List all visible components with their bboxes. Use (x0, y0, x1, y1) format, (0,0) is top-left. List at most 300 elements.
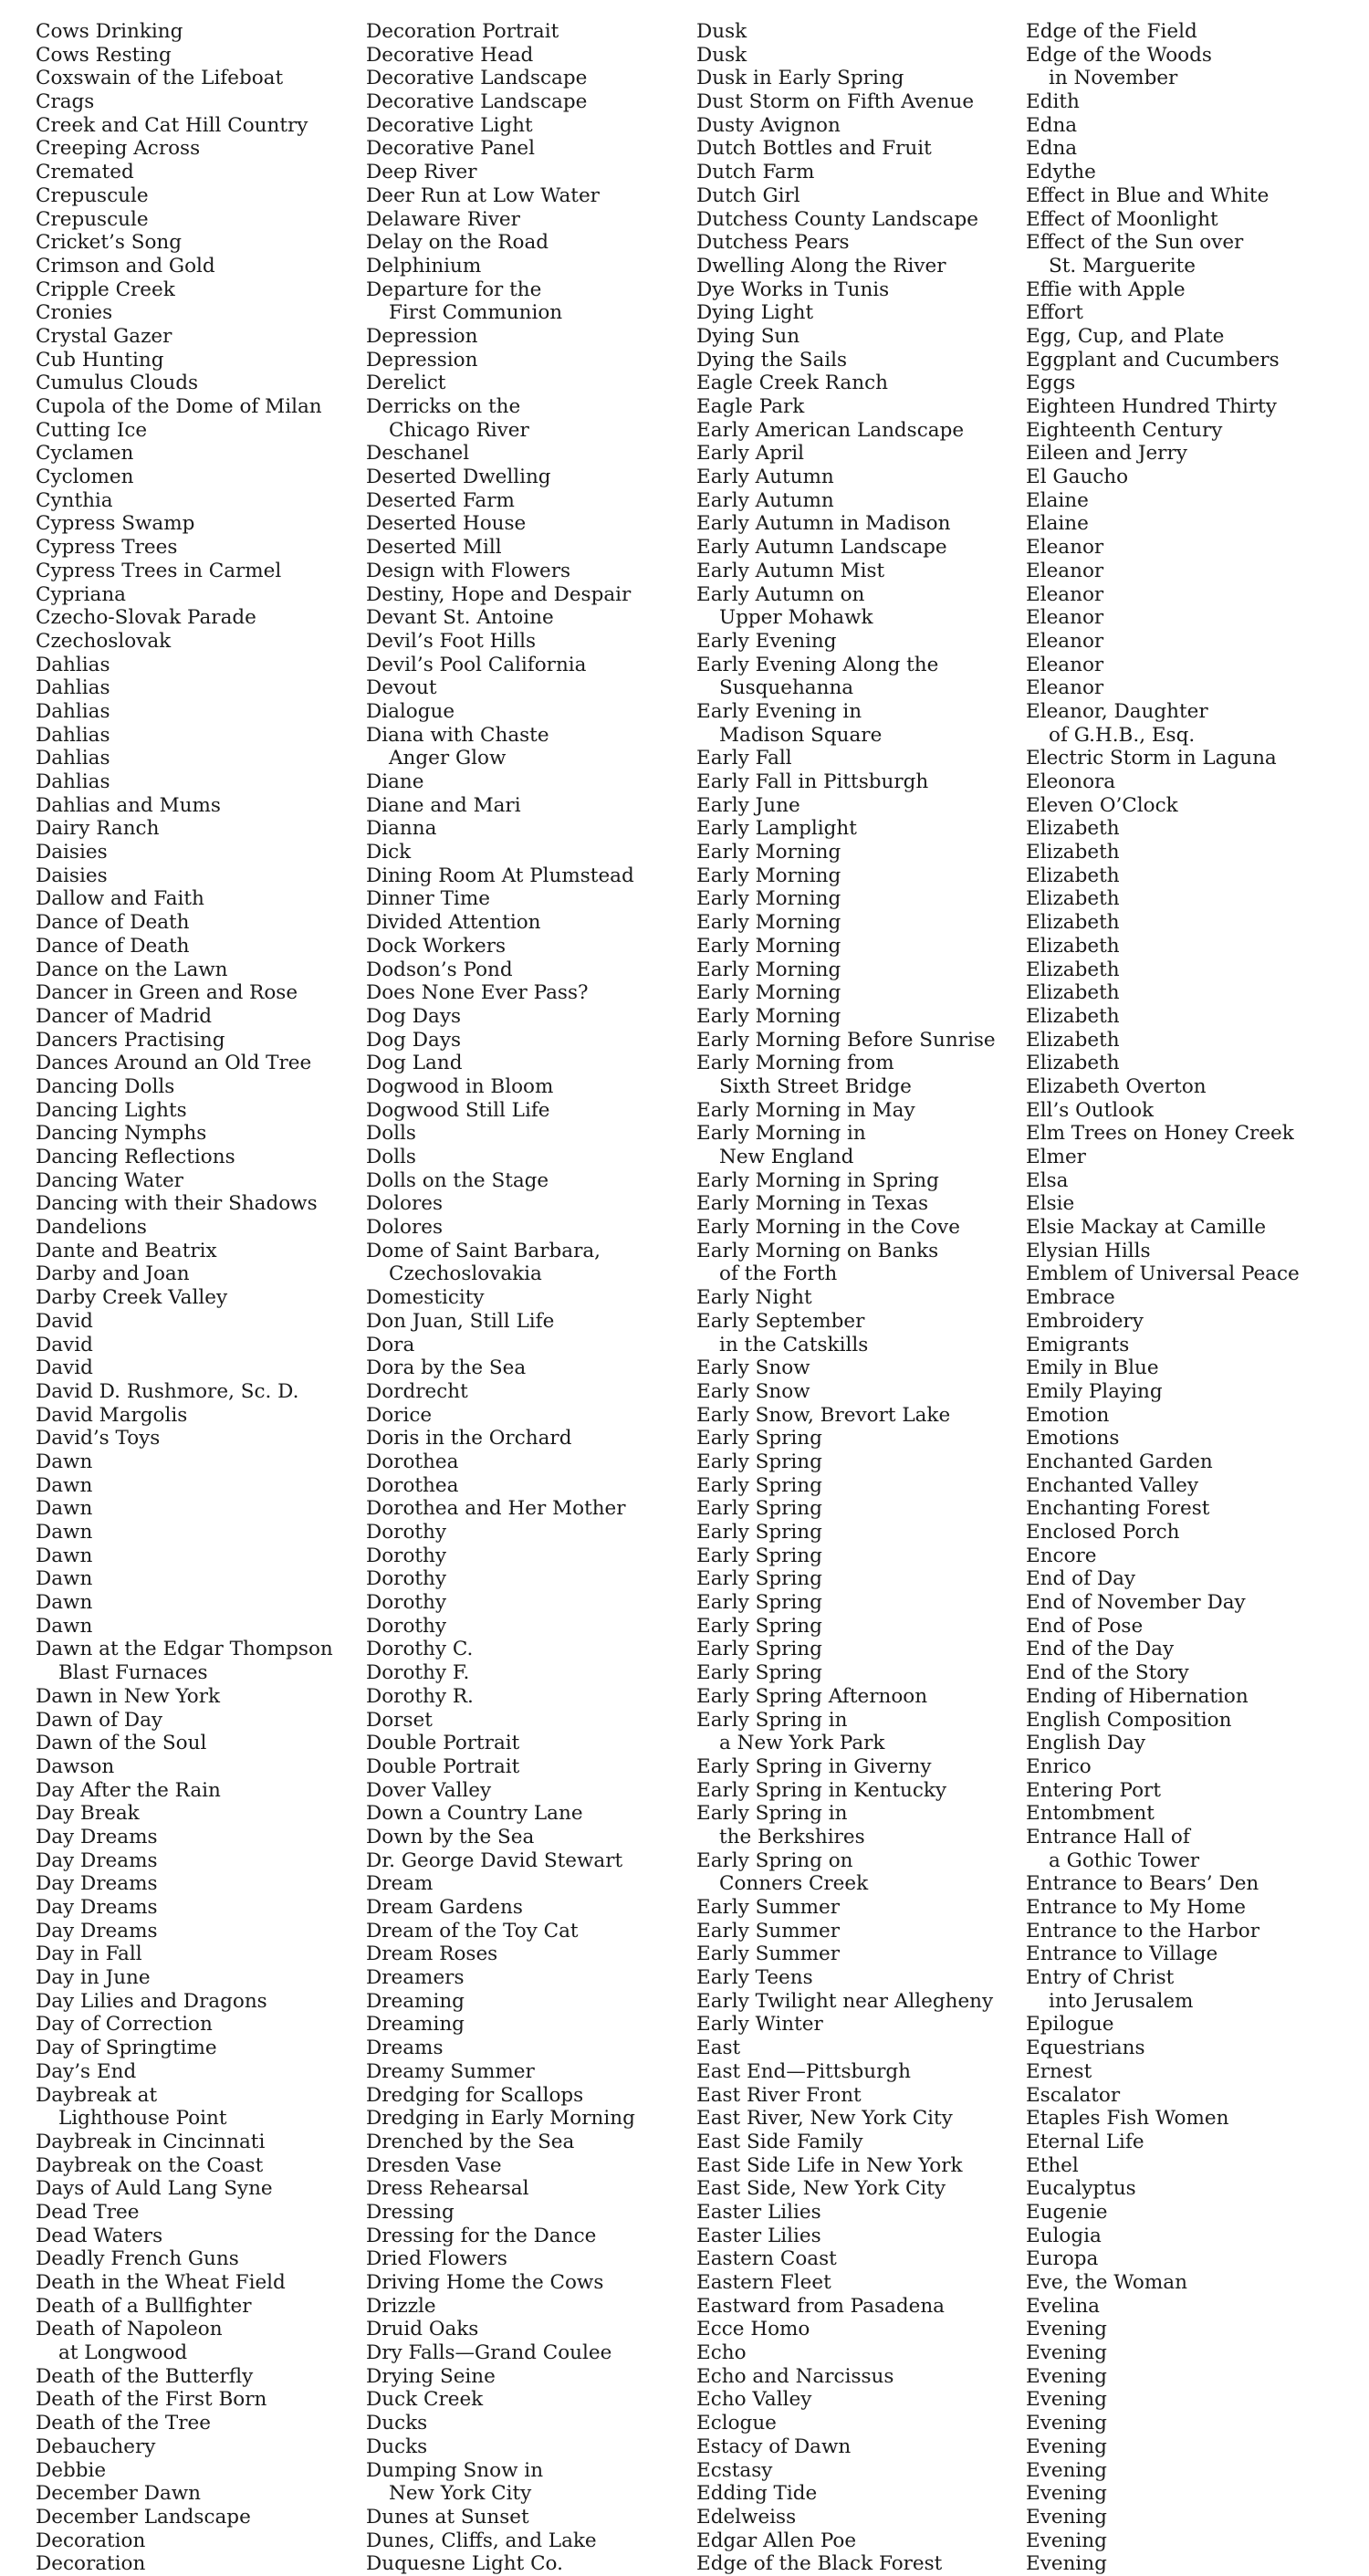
index-entry: East Side Life in New York (696, 2153, 963, 2177)
index-entry: Dawn (36, 1544, 93, 1567)
index-entry: Dusk (696, 43, 747, 67)
index-entry: Early Spring (696, 1591, 822, 1615)
index-entry: East Side, New York City (696, 2177, 946, 2201)
index-entry: Entrance to Village (1026, 1942, 1218, 1966)
index-entry: Early April (696, 442, 804, 466)
index-entry: Early Spring in Giverny (696, 1754, 932, 1778)
index-entry: Day Dreams (36, 1872, 158, 1896)
index-entry: Dancing Dolls (36, 1074, 175, 1098)
index-entry: Entrance Hall of (1026, 1825, 1190, 1848)
index-entry: Cypress Trees in Carmel (36, 559, 282, 582)
index-entry: Dawn (36, 1473, 93, 1497)
index-entry-continuation: New York City (389, 2482, 532, 2506)
index-entry: Entry of Christ (1026, 1966, 1175, 1990)
index-entry: Early Spring (696, 1473, 822, 1497)
index-entry: English Day (1026, 1732, 1145, 1755)
index-entry: Dancing with their Shadows (36, 1192, 318, 1216)
index-entry: Dutchess County Landscape (696, 207, 979, 231)
index-entry: Dante and Beatrix (36, 1239, 217, 1262)
index-entry: Eleanor (1026, 629, 1104, 653)
index-entry: Domesticity (366, 1286, 485, 1310)
index-entry: Early Snow (696, 1356, 810, 1380)
index-entry: Evening (1026, 2364, 1107, 2388)
index-entry-continuation: New England (719, 1146, 854, 1168)
index-entry: Egg, Cup, and Plate (1026, 324, 1225, 348)
index-entry: Crepuscule (36, 183, 149, 207)
index-entry: Emily in Blue (1026, 1356, 1159, 1380)
index-entry: December Landscape (36, 2505, 251, 2529)
index-entry: Dog Land (366, 1052, 463, 1075)
index-entry: Day Dreams (36, 1825, 158, 1848)
index-entry: Early September (696, 1309, 865, 1333)
index-entry: Entrance to My Home (1026, 1896, 1246, 1919)
index-entry: Early Summer (696, 1942, 840, 1966)
index-entry: Embrace (1026, 1286, 1115, 1310)
index-entry: Dunes, Cliffs, and Lake (366, 2529, 597, 2552)
index-entry: Crags (36, 90, 95, 114)
index-entry: Dancing Nymphs (36, 1122, 207, 1146)
index-entry: Dolls on the Stage (366, 1168, 549, 1192)
index-entry: Early Spring in (696, 1802, 848, 1826)
index-entry: Dorothy R. (366, 1684, 474, 1708)
index-entry: Does None Ever Pass? (366, 981, 589, 1005)
index-entry: Dwelling Along the River (696, 254, 946, 277)
index-entry: Decorative Light (366, 113, 533, 137)
index-entry-continuation: Conners Creek (719, 1872, 869, 1896)
index-entry: Effect in Blue and White (1026, 183, 1270, 207)
index-entry: Cows Resting (36, 43, 172, 67)
index-entry: Escalator (1026, 2083, 1121, 2107)
index-entry: Edythe (1026, 161, 1096, 184)
index-entry: Day Break (36, 1802, 140, 1826)
index-entry: Early Autumn Mist (696, 559, 885, 582)
index-entry: Deserted House (366, 512, 527, 536)
index-entry: Cows Drinking (36, 20, 183, 43)
index-entry: Early Spring (696, 1567, 822, 1591)
index-entry: Drying Seine (366, 2364, 496, 2388)
index-entry: Dreaming (366, 2013, 465, 2037)
index-entry: Dairy Ranch (36, 817, 160, 841)
index-entry: Down by the Sea (366, 1825, 535, 1848)
index-entry: Early Morning from (696, 1052, 894, 1075)
index-entry: Evening (1026, 2435, 1107, 2458)
index-entry: David’s Toys (36, 1427, 161, 1450)
index-entry: Emigrants (1026, 1333, 1130, 1356)
index-column-3 (696, 20, 996, 2576)
index-entry: Dawn (36, 1614, 93, 1638)
index-entry: Eleanor (1026, 653, 1104, 676)
index-entry-continuation: Anger Glow (389, 747, 507, 770)
index-entry: Early Morning in May (696, 1098, 915, 1122)
index-entry: Early Morning on Banks (696, 1239, 939, 1262)
index-entry: Dressing (366, 2200, 455, 2224)
index-entry: Early Spring on (696, 1848, 853, 1872)
index-entry: Dreams (366, 2037, 444, 2060)
index-entry: Elizabeth (1026, 958, 1120, 981)
index-entry: Evening (1026, 2529, 1107, 2552)
index-entry: Dorothy (366, 1544, 447, 1567)
index-entry: Dancing Lights (36, 1098, 187, 1122)
index-entry: Derricks on the (366, 395, 521, 418)
index-entry: Dredging for Scallops (366, 2083, 584, 2107)
index-entry: David D. Rushmore, Sc. D. (36, 1379, 299, 1403)
index-entry: Daisies (36, 841, 108, 864)
index-entry: Equestrians (1026, 2037, 1145, 2060)
index-entry: Early Morning in Spring (696, 1168, 939, 1192)
index-entry: Dusk (696, 20, 747, 43)
index-entry: Elsie Mackay at Camille (1026, 1216, 1267, 1240)
index-entry-continuation: Czechoslovakia (389, 1262, 542, 1286)
index-entry: Day of Springtime (36, 2037, 217, 2060)
index-entry: Elaine (1026, 512, 1089, 536)
index-entry-continuation: at Longwood (58, 2341, 188, 2365)
index-entry: East End—Pittsburgh (696, 2059, 911, 2083)
index-entry: Double Portrait (366, 1732, 520, 1755)
index-entry: Day Lilies and Dragons (36, 1989, 267, 2013)
index-entry: Decoration Portrait (366, 20, 559, 43)
index-entry: Elysian Hills (1026, 1239, 1151, 1262)
index-entry: Early Spring in Kentucky (696, 1778, 947, 1802)
index-entry: Enrico (1026, 1754, 1092, 1778)
index-entry: Elm Trees on Honey Creek (1026, 1122, 1294, 1146)
index-entry: Dust Storm on Fifth Avenue (696, 90, 975, 114)
index-entry: East River, New York City (696, 2107, 953, 2131)
index-entry: Eleonora (1026, 770, 1116, 793)
index-entry-continuation: in the Catskills (719, 1333, 869, 1356)
index-entry: Early Snow, Brevort Lake (696, 1403, 951, 1427)
index-entry: Cupola of the Dome of Milan (36, 395, 322, 418)
index-entry: Enchanted Garden (1026, 1450, 1213, 1473)
index-entry: Dogwood Still Life (366, 1098, 550, 1122)
index-entry: Death in the Wheat Field (36, 2271, 286, 2294)
index-entry: Dorothea (366, 1450, 459, 1473)
index-entry: Embroidery (1026, 1309, 1144, 1333)
index-entry-continuation: of the Forth (719, 1262, 838, 1286)
index-entry: Death of a Bullfighter (36, 2294, 252, 2318)
index-entry: Decorative Landscape (366, 90, 588, 114)
index-entry: Dahlias and Mums (36, 793, 221, 817)
index-entry: Dancers Practising (36, 1028, 225, 1052)
index-entry: Electric Storm in Laguna (1026, 747, 1277, 770)
index-entry: Early Lamplight (696, 817, 857, 841)
index-entry: Eleanor (1026, 536, 1104, 560)
index-entry: Departure for the (366, 277, 542, 301)
index-entry: Decoration (36, 2552, 146, 2576)
index-entry: Encore (1026, 1544, 1097, 1567)
index-entry: Ecce Homo (696, 2318, 810, 2341)
index-entry-continuation: Susquehanna (719, 676, 854, 700)
index-column-4 (1026, 20, 1300, 2576)
index-entry: Deep River (366, 161, 477, 184)
index-entry: Dressing for the Dance (366, 2224, 597, 2247)
index-entry: Dancer in Green and Rose (36, 981, 298, 1005)
index-entry: Early Spring (696, 1544, 822, 1567)
index-entry: Dorset (366, 1708, 433, 1732)
index-entry: Deserted Dwelling (366, 466, 551, 489)
index-entry: Debauchery (36, 2435, 156, 2458)
index-entry: Decoration (36, 2529, 146, 2552)
index-entry: Dodson’s Pond (366, 958, 513, 981)
index-entry: Dining Room At Plumstead (366, 864, 634, 887)
index-entry: Echo (696, 2341, 747, 2365)
index-entry: Diana with Chaste (366, 723, 549, 747)
index-entry: Dream of the Toy Cat (366, 1919, 579, 1942)
index-entry: Dialogue (366, 699, 455, 723)
index-entry: Easter Lilies (696, 2200, 821, 2224)
index-entry: Dream Roses (366, 1942, 498, 1966)
index-entry: Drizzle (366, 2294, 436, 2318)
index-entry: Doris in the Orchard (366, 1427, 572, 1450)
index-entry-continuation: Upper Mohawk (719, 606, 873, 630)
index-entry: Early Evening in (696, 699, 862, 723)
index-entry: Decorative Head (366, 43, 534, 67)
index-entry: Dome of Saint Barbara, (366, 1239, 601, 1262)
index-entry: Dawn at the Edgar Thompson (36, 1638, 333, 1661)
index-entry: Early Morning Before Sunrise (696, 1028, 996, 1052)
index-entry: Estacy of Dawn (696, 2435, 852, 2458)
index-entry: Elizabeth (1026, 864, 1120, 887)
index-entry: Early Morning (696, 887, 841, 911)
index-entry: Darby and Joan (36, 1262, 190, 1286)
index-entry: Early Autumn Landscape (696, 536, 947, 560)
index-entry: Dorothea (366, 1473, 459, 1497)
index-entry: Dordrecht (366, 1379, 468, 1403)
index-entry: Eleanor (1026, 582, 1104, 606)
index-entry: Enchanted Valley (1026, 1473, 1199, 1497)
index-entry: Cypress Swamp (36, 512, 195, 536)
index-entry: Evening (1026, 2505, 1107, 2529)
index-entry: Eleanor (1026, 606, 1104, 630)
index-entry: Dried Flowers (366, 2247, 507, 2271)
index-entry: Elmer (1026, 1146, 1086, 1168)
index-entry: Early Evening (696, 629, 837, 653)
index-entry: Design with Flowers (366, 559, 571, 582)
index-entry: Early Fall (696, 747, 792, 770)
index-entry: Early Morning in (696, 1122, 866, 1146)
index-entry: Day Dreams (36, 1919, 158, 1942)
index-entry: Dawson (36, 1754, 115, 1778)
index-entry: Early June (696, 793, 800, 817)
index-entry: Devil’s Pool California (366, 653, 587, 676)
index-entry: Cypress Trees (36, 536, 178, 560)
index-entry: Elizabeth (1026, 817, 1120, 841)
index-entry: Early Spring Afternoon (696, 1684, 928, 1708)
index-entry: Dr. George David Stewart (366, 1848, 623, 1872)
index-entry: Early Spring in (696, 1708, 848, 1732)
index-entry: Evening (1026, 2412, 1107, 2435)
index-entry: Entrance to the Harbor (1026, 1919, 1260, 1942)
index-entry: Edelweiss (696, 2505, 797, 2529)
index-entry: Don Juan, Still Life (366, 1309, 555, 1333)
index-entry: Duck Creek (366, 2388, 484, 2412)
index-entry: Effort (1026, 301, 1083, 325)
index-entry: Eleanor (1026, 676, 1104, 700)
index-entry: Epilogue (1026, 2013, 1114, 2037)
index-entry: Early Autumn in Madison (696, 512, 951, 536)
index-entry: Dahlias (36, 699, 110, 723)
index-entry: Ending of Hibernation (1026, 1684, 1249, 1708)
index-entry: Early Morning (696, 864, 841, 887)
index-entry: Debbie (36, 2458, 107, 2482)
index-entry: Elsa (1026, 1168, 1069, 1192)
index-entry: Elizabeth (1026, 981, 1120, 1005)
index-entry: Dunes at Sunset (366, 2505, 529, 2529)
index-entry: Elizabeth Overton (1026, 1074, 1207, 1098)
index-entry: Elizabeth (1026, 911, 1120, 935)
index-entry: Eulogia (1026, 2224, 1102, 2247)
index-entry: Dancing Water (36, 1168, 183, 1192)
index-entry: Eugenie (1026, 2200, 1108, 2224)
index-entry: Europa (1026, 2247, 1099, 2271)
index-entry: Dawn (36, 1567, 93, 1591)
index-entry: Early Morning (696, 934, 841, 958)
index-entry: Dawn of the Soul (36, 1732, 207, 1755)
index-entry: Deer Run at Low Water (366, 183, 600, 207)
index-entry: Eclogue (696, 2412, 777, 2435)
index-entry: Dancing Reflections (36, 1146, 235, 1168)
index-entry: Ell’s Outlook (1026, 1098, 1155, 1122)
index-entry: Crimson and Gold (36, 254, 215, 277)
index-entry: Eileen and Jerry (1026, 442, 1187, 466)
index-entry: Decorative Panel (366, 137, 536, 161)
index-entry: Eggplant and Cucumbers (1026, 348, 1280, 372)
index-entry: Evening (1026, 2318, 1107, 2341)
index-entry-continuation: the Berkshires (719, 1825, 865, 1848)
index-entry: Death of Napoleon (36, 2318, 223, 2341)
index-entry: Early Spring (696, 1497, 822, 1521)
index-entry: Delay on the Road (366, 231, 549, 255)
index-entry: Dahlias (36, 653, 110, 676)
index-entry: Cynthia (36, 488, 113, 512)
index-entry: Edding Tide (696, 2482, 818, 2506)
index-entry: Dorothy C. (366, 1638, 474, 1661)
index-entry: Early Night (696, 1286, 812, 1310)
index-entry: Daybreak in Cincinnati (36, 2130, 266, 2153)
index-entry: Druid Oaks (366, 2318, 479, 2341)
index-entry: Death of the First Born (36, 2388, 267, 2412)
index-entry: Dances Around an Old Tree (36, 1052, 312, 1075)
index-entry: Cumulus Clouds (36, 372, 199, 395)
index-entry: Early Autumn on (696, 582, 865, 606)
index-entry: Dream (366, 1872, 434, 1896)
index-entry: Early Teens (696, 1966, 813, 1990)
index-entry: Edge of the Field (1026, 20, 1197, 43)
index-entry: Evelina (1026, 2294, 1100, 2318)
index-entry: Eagle Creek Ranch (696, 372, 888, 395)
index-entry: Elizabeth (1026, 1052, 1120, 1075)
index-entry: Decorative Landscape (366, 67, 588, 90)
index-entry: Dresden Vase (366, 2153, 502, 2177)
index-entry: Devout (366, 676, 437, 700)
index-entry: Diane and Mari (366, 793, 521, 817)
index-entry: Early Morning (696, 958, 841, 981)
index-entry: Delphinium (366, 254, 482, 277)
index-entry: Eleanor (1026, 559, 1104, 582)
index-entry-continuation: First Communion (389, 301, 563, 325)
index-entry: Dock Workers (366, 934, 507, 958)
index-entry: End of the Story (1026, 1661, 1189, 1685)
index-entry: East Side Family (696, 2130, 863, 2153)
index-entry: Dreaming (366, 1989, 465, 2013)
index-entry: Early Spring (696, 1521, 822, 1544)
index-entry-continuation: Chicago River (389, 418, 529, 442)
index-entry: Enclosed Porch (1026, 1521, 1180, 1544)
index-entry: Eve, the Woman (1026, 2271, 1187, 2294)
index-entry: Devant St. Antoine (366, 606, 554, 630)
index-entry: Dawn of Day (36, 1708, 163, 1732)
index-column-2 (366, 20, 635, 2576)
index-entry: Early Autumn (696, 466, 834, 489)
index-entry: Echo Valley (696, 2388, 812, 2412)
index-entry: Depression (366, 324, 478, 348)
index-entry: End of Day (1026, 1567, 1136, 1591)
index-entry: Enchanting Forest (1026, 1497, 1210, 1521)
index-entry: Dutch Girl (696, 183, 800, 207)
index-entry: Dying the Sails (696, 348, 848, 372)
index-entry: Edna (1026, 113, 1078, 137)
index-entry: Evening (1026, 2458, 1107, 2482)
index-entry: Dreamy Summer (366, 2059, 535, 2083)
index-entry: Dawn (36, 1497, 93, 1521)
index-entry: Coxswain of the Lifeboat (36, 67, 284, 90)
index-entry: Dandelions (36, 1216, 147, 1240)
index-entry: Eternal Life (1026, 2130, 1144, 2153)
index-entry: Dawn in New York (36, 1684, 221, 1708)
index-entry: Daybreak on the Coast (36, 2153, 264, 2177)
index-entry: Dora (366, 1333, 415, 1356)
index-entry: Dream Gardens (366, 1896, 523, 1919)
index-entry: Early Morning (696, 981, 841, 1005)
index-entry: December Dawn (36, 2482, 202, 2506)
index-entry: Dianna (366, 817, 437, 841)
index-entry: Evening (1026, 2552, 1107, 2576)
index-entry: Ernest (1026, 2059, 1092, 2083)
index-entry: Duquesne Light Co. (366, 2552, 563, 2576)
index-entry: Diane (366, 770, 424, 793)
index-entry: Daybreak at (36, 2083, 158, 2107)
index-entry: Dinner Time (366, 887, 490, 911)
index-column-1 (36, 20, 333, 2576)
index-entry: Edith (1026, 90, 1080, 114)
index-entry: David Margolis (36, 1403, 188, 1427)
index-entry: Cripple Creek (36, 277, 175, 301)
index-entry: Entering Port (1026, 1778, 1161, 1802)
index-entry: Cub Hunting (36, 348, 164, 372)
index-entry: Edge of the Woods (1026, 43, 1212, 67)
index-entry-continuation: into Jerusalem (1049, 1989, 1194, 2013)
index-entry: Deserted Mill (366, 536, 502, 560)
index-entry: Early Twilight near Allegheny (696, 1989, 994, 2013)
index-entry: Drenched by the Sea (366, 2130, 575, 2153)
index-entry: Dutch Bottles and Fruit (696, 137, 932, 161)
index-entry: Early American Landscape (696, 418, 965, 442)
index-entry: Delaware River (366, 207, 520, 231)
index-entry-continuation: Madison Square (719, 723, 883, 747)
index-entry: Ducks (366, 2412, 428, 2435)
index-entry: Dorothy (366, 1567, 447, 1591)
index-entry: Effie with Apple (1026, 277, 1186, 301)
index-entry-continuation: St. Marguerite (1049, 254, 1196, 277)
index-entry: Dora by the Sea (366, 1356, 527, 1380)
index-entry: Dorothy (366, 1591, 447, 1615)
index-entry: Dead Tree (36, 2200, 140, 2224)
index-entry: Ecstasy (696, 2458, 773, 2482)
index-entry: Deschanel (366, 442, 470, 466)
index-entry: Evening (1026, 2388, 1107, 2412)
index-entry: Ducks (366, 2435, 428, 2458)
index-entry: Dance on the Lawn (36, 958, 228, 981)
index-entry: Double Portrait (366, 1754, 520, 1778)
